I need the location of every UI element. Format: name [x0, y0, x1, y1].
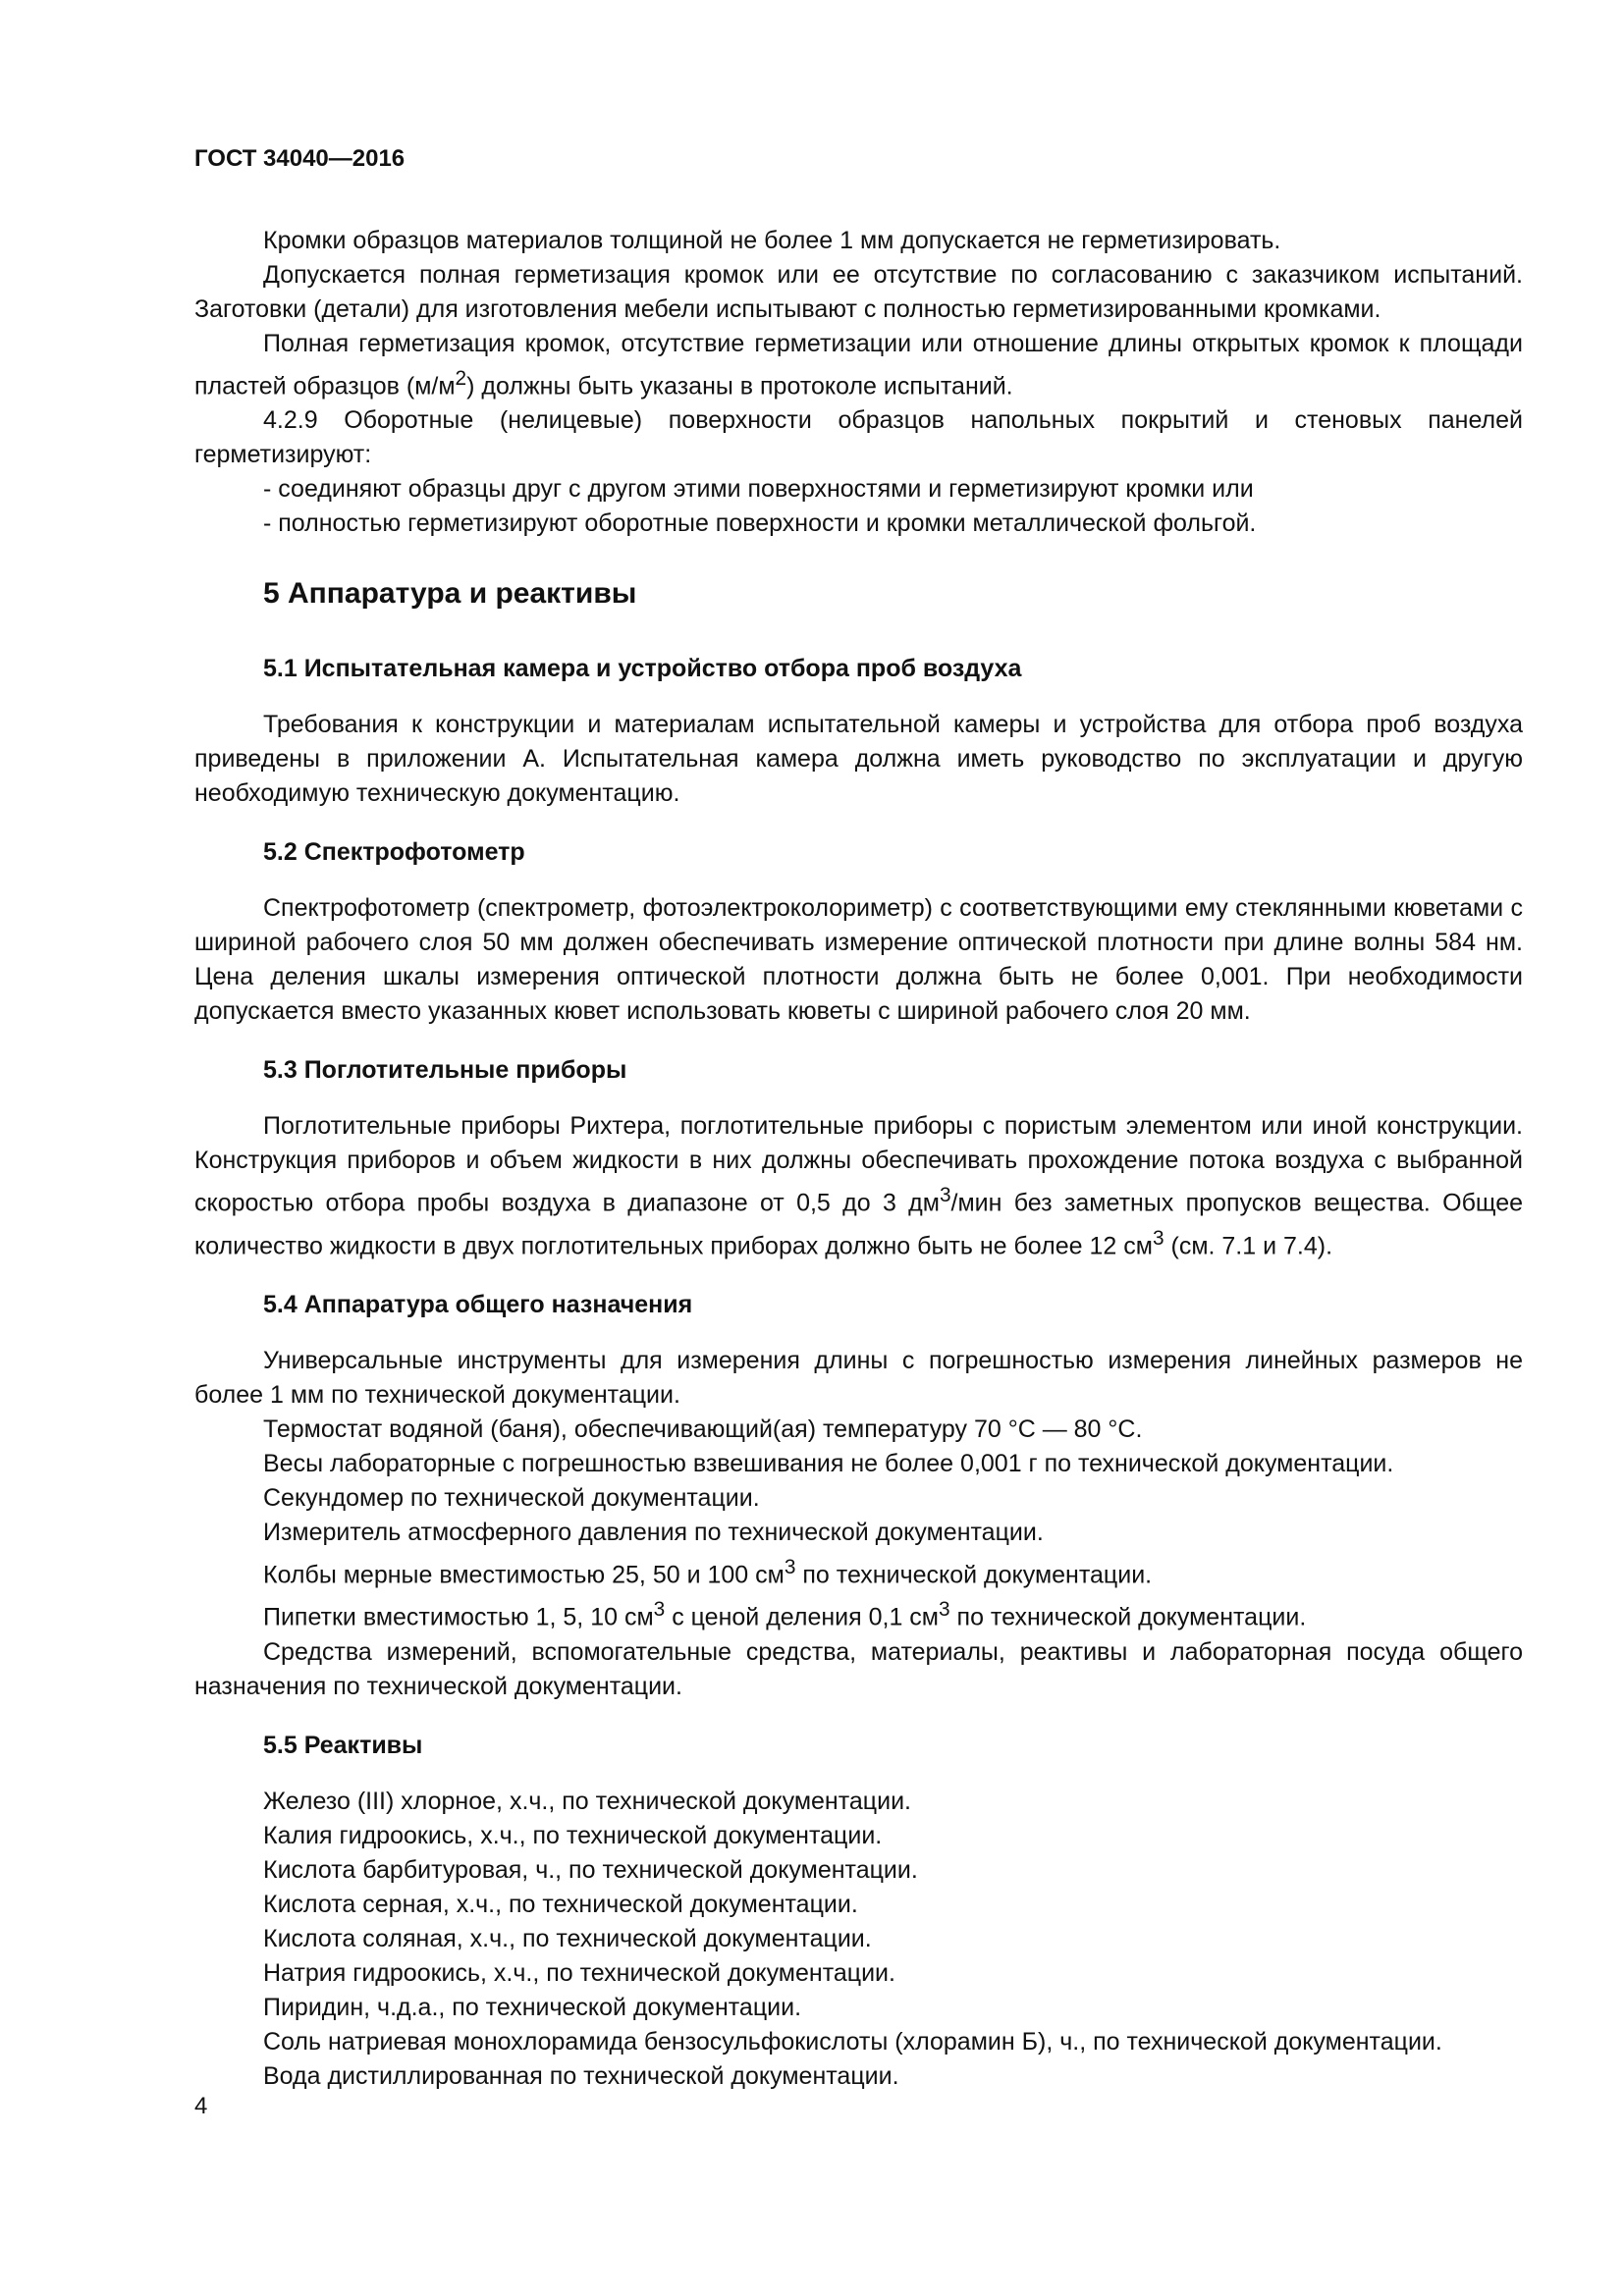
text-segment: Пипетки вместимостью 1, 5, 10 см [263, 1603, 654, 1631]
equipment-paragraph: Средства измерений, вспомогательные средства, материалы, реактивы и лабораторная посуда общего назначения по технической документации. [194, 1637, 1523, 1700]
subsection-5-1-text: Требования к конструкции и материалам испытательной камеры и устройства для отбора проб воздуха приведены в приложении А. Испытательная камера должна иметь руководство по эксплуатации и другую необходимую техническую документацию. [194, 711, 1523, 808]
reagent-item: Железо (III) хлорное, х.ч., по технической документации. [263, 1787, 911, 1815]
paragraph-edges-protocol [194, 327, 1523, 403]
reagent-item: Соль натриевая монохлорамида бензосульфокислоты (хлорамин Б), ч., по технической документации. [263, 2027, 1442, 2056]
reagent-item: Калия гидроокись, х.ч., по технической документации. [263, 1821, 883, 1849]
equipment-paragraph [194, 1592, 1523, 1634]
superscript: 3 [784, 1555, 796, 1578]
subsection-5-2-text: Спектрофотометр (спектрометр, фотоэлектроколориметр) с соответствующими ему стеклянными кюветами с шириной рабочего слоя 50 мм должен обеспечивать измерение оптической плотности при длине волны 584 нм. Цена деления шкалы измерения оптической плотности должна быть не более 0,001. При необходимости допускается вместо указанных кювет использовать кюветы с шириной рабочего слоя 20 мм. [194, 894, 1523, 1026]
equipment-paragraph: Измеритель атмосферного давления по технической документации. [263, 1518, 1044, 1546]
reagent-item: Пиридин, ч.д.а., по технической документации. [263, 1993, 802, 2021]
text-segment: Колбы мерные вместимостью 25, 50 и 100 см [263, 1561, 785, 1589]
text-segment: с ценой деления 0,1 см [665, 1603, 939, 1631]
document-code: ГОСТ 34040—2016 [194, 145, 406, 172]
superscript: 2 [455, 367, 467, 390]
superscript: 3 [1152, 1226, 1164, 1250]
subsection-5-3-title: 5.3 Поглотительные приборы [263, 1056, 627, 1085]
superscript: 3 [653, 1598, 666, 1622]
list-item: - полностью герметизируют оборотные поверхности и кромки металлической фольгой. [263, 509, 1257, 538]
text-segment: по технической документации. [949, 1603, 1307, 1631]
text-segment: по технической документации. [795, 1561, 1153, 1589]
subsection-5-3-text [194, 1109, 1523, 1263]
reagent-item: Кислота барбитуровая, ч., по технической документации. [263, 1855, 918, 1884]
subsection-5-1-title: 5.1 Испытательная камера и устройство отбора проб воздуха [263, 655, 1022, 683]
reagent-item: Натрия гидроокись, х.ч., по технической документации. [263, 1958, 895, 1987]
section-5-title: 5 Аппаратура и реактивы [263, 577, 637, 611]
page-number: 4 [194, 2093, 208, 2119]
paragraph-edges-thin: Кромки образцов материалов толщиной не более 1 мм допускается не герметизировать. [263, 227, 1281, 254]
text-segment: /мин без заметных пропусков вещества. Общее количество жидкости в двух поглотительных приборах должно быть не более 12 см [194, 1189, 1523, 1259]
list-item: - соединяют образцы друг с другом этими поверхностями и герметизируют кромки или [263, 475, 1254, 504]
equipment-paragraph: Универсальные инструменты для измерения длины с погрешностью измерения линейных размеров не более 1 мм по технической документации. [194, 1346, 1523, 1409]
text-segment: ) должны быть указаны в протоколе испытаний. [466, 372, 1013, 400]
equipment-paragraph: Термостат водяной (баня), обеспечивающий(ая) температуру 70 °С — 80 °С. [263, 1415, 1143, 1443]
reagent-item: Вода дистиллированная по технической документации. [263, 2061, 899, 2090]
clause-4-2-9: 4.2.9 Оборотные (нелицевые) поверхности образцов напольных покрытий и стеновых панелей герметизируют: [194, 406, 1523, 469]
subsection-5-5-title: 5.5 Реактивы [263, 1731, 423, 1759]
superscript: 3 [939, 1598, 950, 1622]
subsection-5-2-title: 5.2 Спектрофотометр [263, 838, 525, 867]
text-segment: (см. 7.1 и 7.4). [1164, 1231, 1333, 1259]
reagent-item: Кислота соляная, х.ч., по технической документации. [263, 1924, 872, 1952]
superscript: 3 [939, 1184, 951, 1207]
text-segment: Полная герметизация кромок, отсутствие герметизации или отношение длины открытых кромок к площади пластей образцов (м/м [194, 330, 1523, 400]
subsection-5-4-title: 5.4 Аппаратура общего назначения [263, 1290, 693, 1318]
equipment-paragraph [194, 1550, 1523, 1592]
text-segment: Поглотительные приборы Рихтера, поглотительные приборы с пористым элементом или иной конструкции. Конструкция приборов и объем жидкости в них должны обеспечивать прохождение потока воздуха с выбранной скоростью отбора пробы воздуха в диапазоне от 0,5 до 3 дм [194, 1112, 1523, 1217]
reagent-item: Кислота серная, х.ч., по технической документации. [263, 1890, 858, 1918]
equipment-paragraph: Весы лабораторные с погрешностью взвешивания не более 0,001 г по технической документации. [263, 1449, 1394, 1477]
equipment-paragraph: Секундомер по технической документации. [263, 1483, 760, 1512]
paragraph-edges-sealing: Допускается полная герметизация кромок или ее отсутствие по согласованию с заказчиком испытаний. Заготовки (детали) для изготовления мебели испытывают с полностью герметизированными кромками. [194, 261, 1523, 323]
